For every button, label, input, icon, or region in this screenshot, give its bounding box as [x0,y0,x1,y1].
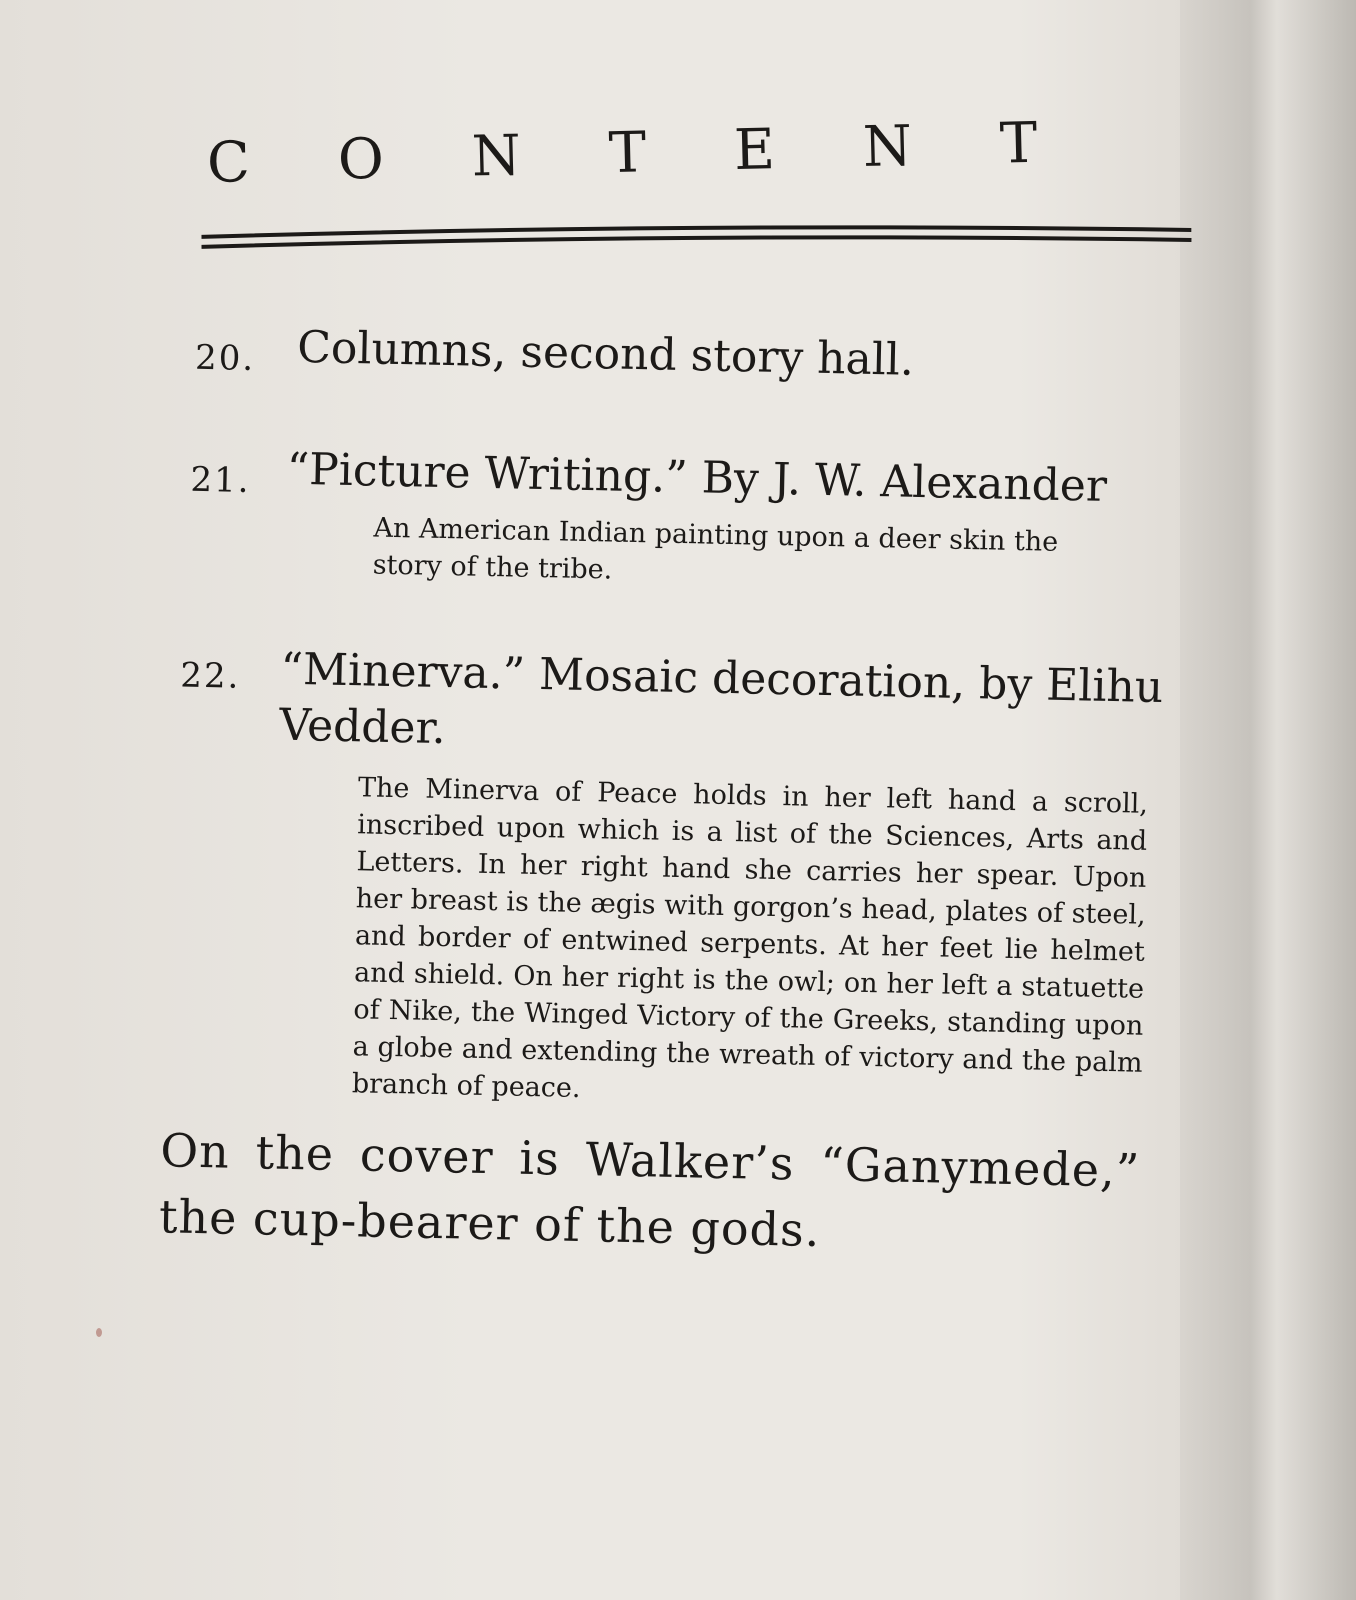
entry-22-title: “Minerva.” Mosaic decoration, by Elihu Vedder. [278,643,1164,755]
contents-heading: CONTENT [206,108,1126,196]
heading-double-rule [201,221,1191,258]
entry-21-title: “Picture Writing.” By J. W. Alexander [286,443,1108,512]
entry-22-description: The Minerva of Peace holds in her left hand a scroll, inscribed upon which is a list of the Sciences, Arts and Letters. In her right hand she carries her spear. Upon her breast is the ægis with gorgon’s head, plates of steel, and border of entwined serpents. At her feet lie helmet and shield. On her right is the owl; on her left a statuette of Nike, the Winged Victory of the Greeks, standing upon a globe and extending the wreath of victory and the palm branch of peace. [351,772,1149,1104]
entry-21-number: 21. [190,459,251,501]
entry-21-description: An American Indian painting upon a deer skin the story of the tribe. [372,512,1059,586]
paper-smudge [96,1328,102,1337]
entry-20-number: 20. [194,337,256,380]
entry-20-title: Columns, second story hall. [296,321,915,386]
cover-note: On the cover is Walker’s “Ganymede,” the cup-bearer of the gods. [158,1123,1141,1258]
entry-22-number: 22. [179,655,241,697]
